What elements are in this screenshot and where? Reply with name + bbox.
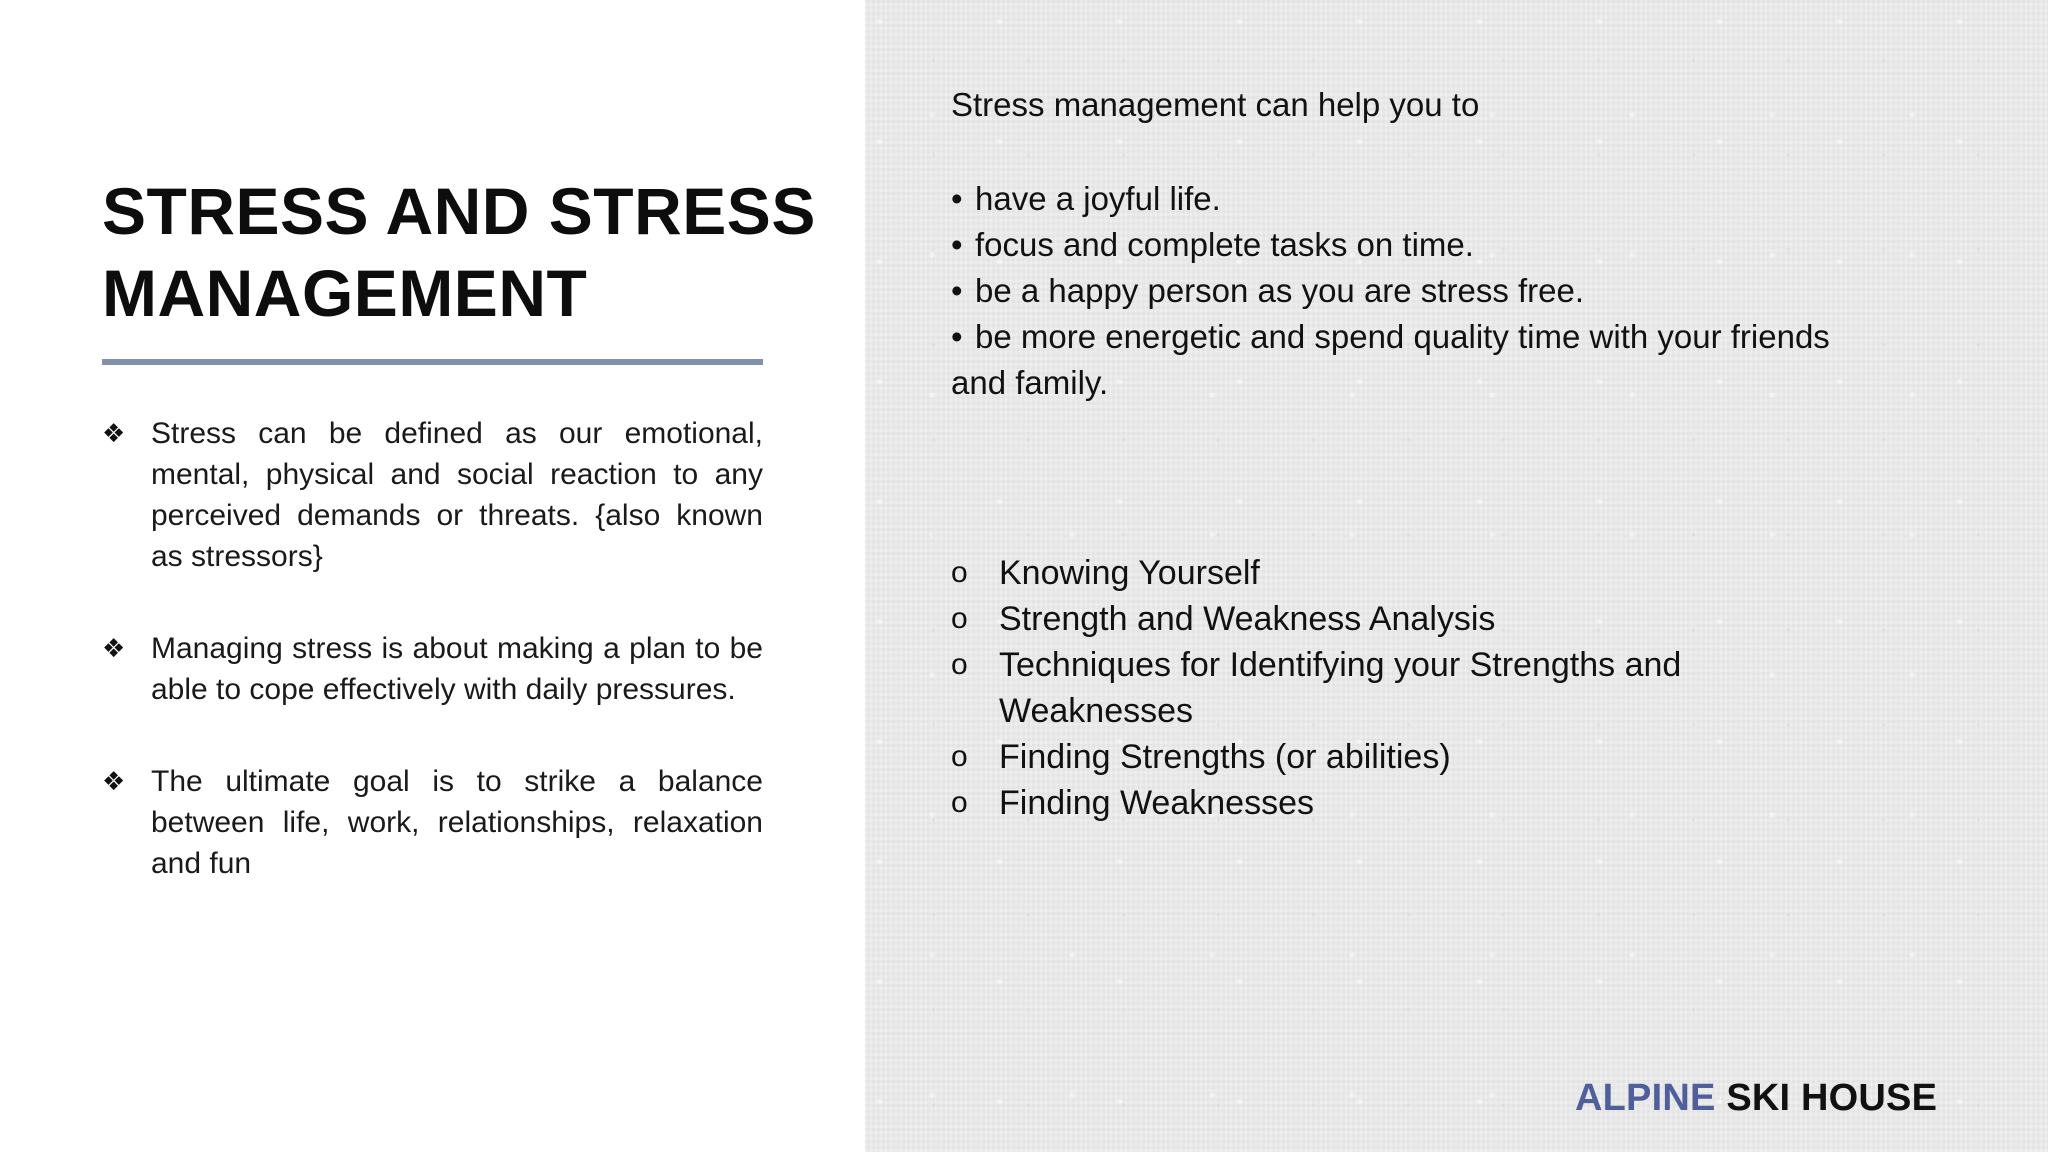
- brand-main-text: SKI HOUSE: [1726, 1077, 1938, 1119]
- topic-item: [951, 550, 1801, 596]
- circle-bullet-icon: o: [951, 740, 968, 773]
- left-bullet-item: [102, 628, 763, 710]
- benefit-text: have a joyful life.: [975, 180, 1221, 217]
- topic-item: [951, 734, 1801, 780]
- bullet-dot-icon: •: [951, 226, 963, 263]
- benefit-text: focus and complete tasks on time.: [975, 226, 1474, 263]
- bullet-dot-icon: •: [951, 180, 963, 217]
- left-bullet-list: [102, 413, 763, 935]
- topic-text: Finding Weaknesses: [999, 784, 1314, 822]
- four-diamond-bullet-icon: ❖: [102, 418, 126, 448]
- topic-text: Finding Strengths (or abilities): [999, 738, 1451, 776]
- benefit-item: [951, 268, 1851, 314]
- topic-text: Techniques for Identifying your Strengths and Weaknesses: [999, 646, 1682, 730]
- topic-text: Strength and Weakness Analysis: [999, 600, 1496, 638]
- four-diamond-bullet-icon: ❖: [102, 766, 126, 796]
- circle-bullet-icon: o: [951, 648, 968, 681]
- circle-bullet-icon: o: [951, 786, 968, 819]
- topic-text: Knowing Yourself: [999, 554, 1260, 592]
- topic-item: [951, 642, 1801, 734]
- bullet-dot-icon: •: [951, 318, 963, 355]
- slide-title: STRESS AND STRESS MANAGEMENT: [102, 174, 816, 330]
- circle-bullet-icon: o: [951, 556, 968, 589]
- left-bullet-text: The ultimate goal is to strike a balance between life, work, relationships, relaxation and fun: [151, 765, 763, 880]
- benefit-text: be a happy person as you are stress free.: [975, 272, 1585, 309]
- topic-item: [951, 780, 1801, 826]
- benefits-list: [951, 176, 1851, 406]
- brand-logo: [1575, 1076, 1937, 1120]
- bullet-dot-icon: •: [951, 272, 963, 309]
- benefit-item: [951, 176, 1851, 222]
- benefit-item: [951, 314, 1851, 406]
- left-bullet-item: [102, 413, 763, 577]
- topics-list: [951, 550, 1801, 826]
- benefit-item: [951, 222, 1851, 268]
- benefit-text: be more energetic and spend quality time with your friends and family.: [951, 318, 1830, 401]
- circle-bullet-icon: o: [951, 602, 968, 635]
- left-bullet-item: [102, 761, 763, 884]
- left-bullet-text: Stress can be defined as our emotional, mental, physical and social reaction to any perceived demands or threats. {also known as stressors}: [151, 417, 763, 573]
- brand-accent-text: ALPINE: [1575, 1077, 1716, 1119]
- topic-item: [951, 596, 1801, 642]
- left-bullet-text: Managing stress is about making a plan to be able to cope effectively with daily pressures.: [151, 632, 763, 706]
- four-diamond-bullet-icon: ❖: [102, 633, 126, 663]
- title-underline: [102, 359, 763, 365]
- right-intro-text: Stress management can help you to: [951, 86, 1480, 123]
